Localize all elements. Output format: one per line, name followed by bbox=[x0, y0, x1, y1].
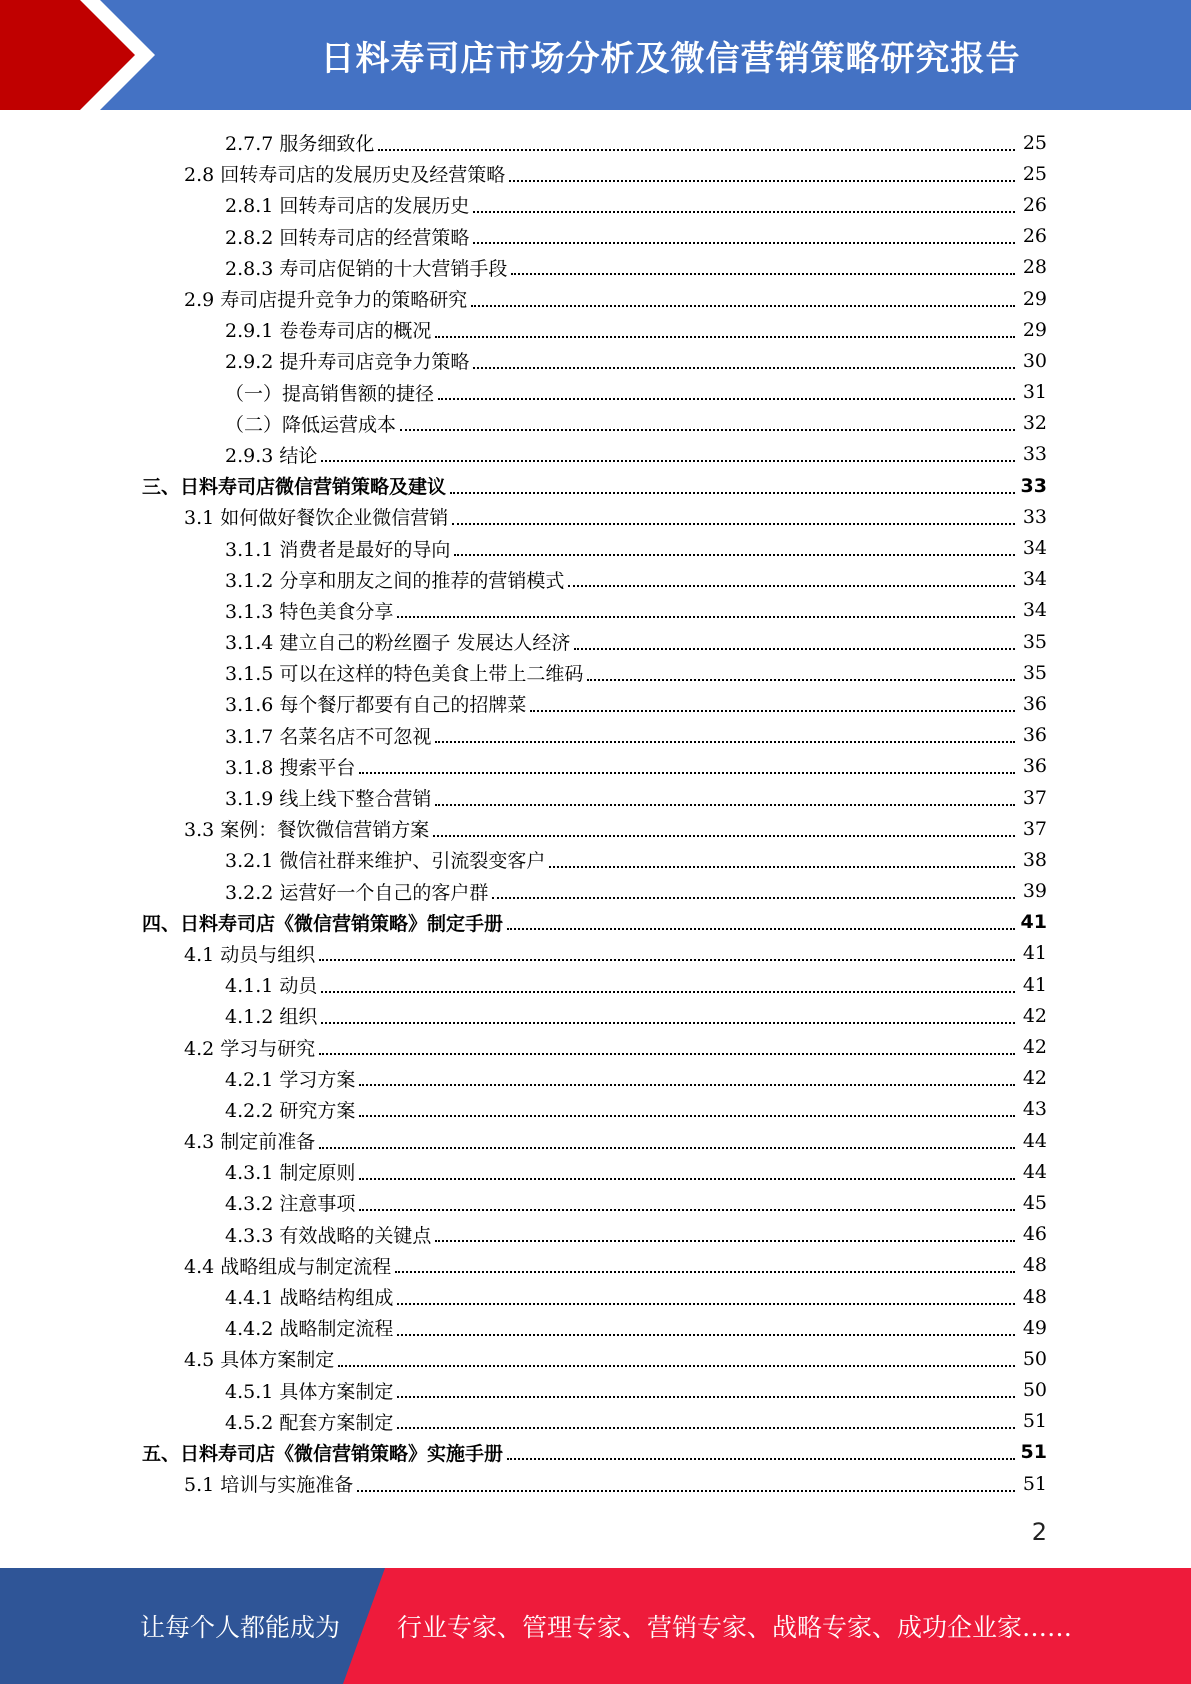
toc-entry-page: 43 bbox=[1022, 1098, 1047, 1121]
toc-dot-leader bbox=[321, 1022, 1015, 1024]
toc-entry-page: 48 bbox=[1022, 1285, 1047, 1308]
page-header bbox=[0, 0, 1191, 110]
toc-dot-leader bbox=[473, 211, 1015, 213]
toc-entry-title: 3.1.2 分享和朋友之间的推荐的营销模式 bbox=[225, 569, 565, 592]
toc-entry-title: 2.8.1 回转寿司店的发展历史 bbox=[225, 195, 470, 218]
toc-entry-title: 2.9.2 提升寿司店竞争力策略 bbox=[225, 351, 470, 374]
toc-entry-page: 34 bbox=[1022, 599, 1047, 622]
toc-entry-page: 51 bbox=[1022, 1472, 1047, 1495]
toc-dot-leader bbox=[359, 1115, 1015, 1117]
toc-entry-page: 42 bbox=[1022, 1004, 1047, 1027]
toc-entry-page: 31 bbox=[1022, 381, 1047, 404]
toc-entry-title: 4.2 学习与研究 bbox=[184, 1037, 316, 1060]
toc-entry-title: 3.3 案例：餐饮微信营销方案 bbox=[184, 819, 430, 842]
toc-entry[interactable] bbox=[0, 938, 1191, 969]
toc-entry-title: 2.8.2 回转寿司店的经营策略 bbox=[225, 226, 470, 249]
toc-entry[interactable] bbox=[0, 1156, 1191, 1187]
toc-entry-page: 25 bbox=[1022, 131, 1047, 154]
toc-entry-title: 3.1.1 消费者是最好的导向 bbox=[225, 538, 451, 561]
toc-dot-leader bbox=[378, 149, 1015, 151]
toc-entry-page: 34 bbox=[1022, 568, 1047, 591]
toc-entry-page: 37 bbox=[1022, 786, 1047, 809]
toc-entry-page: 29 bbox=[1022, 287, 1047, 310]
toc-entry-page: 28 bbox=[1022, 256, 1047, 279]
toc-entry[interactable] bbox=[0, 1437, 1191, 1468]
toc-entry-title: 4.4 战略组成与制定流程 bbox=[184, 1255, 392, 1278]
toc-entry-page: 46 bbox=[1022, 1223, 1047, 1246]
toc-entry-page: 50 bbox=[1022, 1347, 1047, 1370]
toc-entry[interactable] bbox=[0, 1125, 1191, 1156]
toc-entry-title: 2.9.3 结论 bbox=[225, 444, 318, 467]
toc-dot-leader bbox=[435, 336, 1015, 338]
page-number: 2 bbox=[1031, 1518, 1047, 1546]
toc-entry-page: 41 bbox=[1020, 911, 1047, 934]
toc-entry[interactable] bbox=[0, 470, 1191, 501]
toc-dot-leader bbox=[397, 1303, 1015, 1305]
toc-dot-leader bbox=[319, 1053, 1015, 1055]
toc-entry-page: 41 bbox=[1022, 942, 1047, 965]
toc-dot-leader bbox=[511, 273, 1015, 275]
toc-entry[interactable] bbox=[0, 1468, 1191, 1499]
toc-dot-leader bbox=[338, 1365, 1015, 1367]
toc-dot-leader bbox=[509, 180, 1015, 182]
toc-dot-leader bbox=[359, 1084, 1015, 1086]
toc-entry[interactable] bbox=[0, 595, 1191, 626]
toc-entry[interactable] bbox=[0, 1406, 1191, 1437]
toc-dot-leader bbox=[359, 1178, 1015, 1180]
toc-entry-page: 48 bbox=[1022, 1254, 1047, 1277]
toc-entry-page: 41 bbox=[1022, 973, 1047, 996]
toc-entry-title: 5.1 培训与实施准备 bbox=[184, 1474, 354, 1497]
toc-entry[interactable] bbox=[0, 688, 1191, 719]
toc-entry[interactable] bbox=[0, 657, 1191, 688]
toc-dot-leader bbox=[473, 242, 1015, 244]
toc-dot-leader bbox=[359, 772, 1015, 774]
toc-entry[interactable] bbox=[0, 408, 1191, 439]
toc-entry[interactable] bbox=[0, 1063, 1191, 1094]
toc-dot-leader bbox=[507, 1458, 1015, 1460]
toc-entry-page: 32 bbox=[1022, 412, 1047, 435]
document-title: 日料寿司店市场分析及微信营销策略研究报告 bbox=[320, 38, 1021, 79]
toc-entry[interactable] bbox=[0, 1000, 1191, 1031]
toc-entry-title: 4.4.1 战略结构组成 bbox=[225, 1287, 394, 1310]
toc-entry-page: 38 bbox=[1022, 848, 1047, 871]
toc-entry-title: 4.3 制定前准备 bbox=[184, 1131, 316, 1154]
toc-dot-leader bbox=[435, 741, 1015, 743]
toc-entry-title: 2.8 回转寿司店的发展历史及经营策略 bbox=[184, 164, 506, 187]
toc-dot-leader bbox=[435, 1240, 1015, 1242]
toc-entry[interactable] bbox=[0, 813, 1191, 844]
toc-entry[interactable] bbox=[0, 782, 1191, 813]
toc-entry-page: 44 bbox=[1022, 1160, 1047, 1183]
toc-entry-title: 3.2.1 微信社群来维护、引流裂变客户 bbox=[225, 850, 546, 873]
toc-entry-title: 2.8.3 寿司店促销的十大营销手段 bbox=[225, 257, 508, 280]
toc-entry-title: 五、日料寿司店《微信营销策略》实施手册 bbox=[142, 1442, 504, 1465]
toc-entry[interactable] bbox=[0, 1343, 1191, 1374]
toc-entry-title: 4.3.3 有效战略的关键点 bbox=[225, 1224, 432, 1247]
toc-entry-title: （二）降低运营成本 bbox=[225, 413, 397, 436]
toc-entry-page: 42 bbox=[1022, 1036, 1047, 1059]
toc-entry-page: 50 bbox=[1022, 1379, 1047, 1402]
toc-dot-leader bbox=[450, 492, 1015, 494]
toc-entry-title: 4.4.2 战略制定流程 bbox=[225, 1318, 394, 1341]
footer-slogan-right: 行业专家、管理专家、营销专家、战略专家、成功企业家…… bbox=[397, 1613, 1073, 1642]
toc-entry[interactable] bbox=[0, 907, 1191, 938]
toc-entry[interactable] bbox=[0, 1219, 1191, 1250]
toc-dot-leader bbox=[400, 429, 1015, 431]
toc-entry-title: 3.1.8 搜索平台 bbox=[225, 756, 356, 779]
toc-dot-leader bbox=[530, 710, 1015, 712]
toc-entry-page: 45 bbox=[1022, 1191, 1047, 1214]
toc-entry[interactable] bbox=[0, 1375, 1191, 1406]
table-of-contents bbox=[0, 127, 1191, 1499]
toc-entry-title: 3.1.9 线上线下整合营销 bbox=[225, 788, 432, 811]
toc-dot-leader bbox=[397, 1396, 1015, 1398]
toc-entry-title: 4.5.2 配套方案制定 bbox=[225, 1411, 394, 1434]
toc-dot-leader bbox=[357, 1490, 1015, 1492]
toc-entry-page: 26 bbox=[1022, 193, 1047, 216]
toc-entry-page: 44 bbox=[1022, 1129, 1047, 1152]
toc-entry[interactable] bbox=[0, 127, 1191, 158]
toc-entry[interactable] bbox=[0, 564, 1191, 595]
toc-entry-title: 四、日料寿司店《微信营销策略》制定手册 bbox=[142, 912, 504, 935]
toc-dot-leader bbox=[397, 616, 1015, 618]
toc-entry[interactable] bbox=[0, 377, 1191, 408]
toc-dot-leader bbox=[454, 554, 1015, 556]
toc-entry[interactable] bbox=[0, 1031, 1191, 1062]
toc-entry[interactable] bbox=[0, 876, 1191, 907]
toc-entry-page: 39 bbox=[1022, 880, 1047, 903]
toc-dot-leader bbox=[473, 367, 1015, 369]
toc-entry[interactable] bbox=[0, 1250, 1191, 1281]
toc-entry-title: 4.1 动员与组织 bbox=[184, 943, 316, 966]
toc-entry-page: 26 bbox=[1022, 225, 1047, 248]
toc-dot-leader bbox=[492, 897, 1015, 899]
toc-dot-leader bbox=[397, 1334, 1015, 1336]
toc-entry-title: 4.1.1 动员 bbox=[225, 975, 318, 998]
toc-entry[interactable] bbox=[0, 1187, 1191, 1218]
toc-entry-page: 36 bbox=[1022, 755, 1047, 778]
toc-entry[interactable] bbox=[0, 283, 1191, 314]
toc-entry-title: 3.1.4 建立自己的粉丝圈子 发展达人经济 bbox=[225, 632, 571, 655]
toc-entry-title: 3.1.3 特色美食分享 bbox=[225, 600, 394, 623]
toc-dot-leader bbox=[471, 305, 1015, 307]
toc-entry-title: 2.7.7 服务细致化 bbox=[225, 133, 375, 156]
toc-entry-title: 3.1.6 每个餐厅都要有自己的招牌菜 bbox=[225, 694, 527, 717]
toc-dot-leader bbox=[438, 398, 1015, 400]
toc-entry[interactable] bbox=[0, 221, 1191, 252]
toc-entry-title: （一）提高销售额的捷径 bbox=[225, 382, 435, 405]
toc-entry-page: 29 bbox=[1022, 318, 1047, 341]
toc-dot-leader bbox=[452, 523, 1015, 525]
toc-entry[interactable] bbox=[0, 252, 1191, 283]
toc-entry[interactable] bbox=[0, 844, 1191, 875]
toc-entry-page: 36 bbox=[1022, 724, 1047, 747]
toc-entry-title: 4.2.2 研究方案 bbox=[225, 1099, 356, 1122]
toc-entry-page: 33 bbox=[1020, 474, 1047, 497]
toc-entry[interactable] bbox=[0, 969, 1191, 1000]
toc-entry-page: 51 bbox=[1022, 1410, 1047, 1433]
toc-dot-leader bbox=[319, 959, 1015, 961]
toc-entry-page: 35 bbox=[1022, 630, 1047, 653]
toc-entry-title: 4.5 具体方案制定 bbox=[184, 1349, 335, 1372]
toc-entry[interactable] bbox=[0, 626, 1191, 657]
toc-entry-title: 3.1.7 名菜名店不可忽视 bbox=[225, 725, 432, 748]
footer-slogan-left: 让每个人都能成为 bbox=[140, 1613, 341, 1642]
toc-dot-leader bbox=[507, 928, 1015, 930]
toc-entry[interactable] bbox=[0, 189, 1191, 220]
toc-entry[interactable] bbox=[0, 345, 1191, 376]
toc-dot-leader bbox=[568, 585, 1015, 587]
toc-entry-page: 51 bbox=[1020, 1441, 1047, 1464]
toc-entry[interactable] bbox=[0, 314, 1191, 345]
toc-dot-leader bbox=[433, 835, 1015, 837]
toc-entry[interactable] bbox=[0, 751, 1191, 782]
toc-entry[interactable] bbox=[0, 501, 1191, 532]
toc-dot-leader bbox=[549, 866, 1015, 868]
toc-entry[interactable] bbox=[0, 1281, 1191, 1312]
toc-dot-leader bbox=[359, 1209, 1015, 1211]
toc-entry-title: 2.9 寿司店提升竞争力的策略研究 bbox=[184, 289, 468, 312]
toc-dot-leader bbox=[321, 991, 1015, 993]
toc-entry-title: 3.2.2 运营好一个自己的客户群 bbox=[225, 881, 489, 904]
toc-dot-leader bbox=[574, 648, 1015, 650]
toc-entry-page: 30 bbox=[1022, 349, 1047, 372]
toc-entry-title: 2.9.1 卷卷寿司店的概况 bbox=[225, 320, 432, 343]
toc-dot-leader bbox=[435, 804, 1015, 806]
toc-entry-title: 3.1.5 可以在这样的特色美食上带上二维码 bbox=[225, 663, 584, 686]
toc-dot-leader bbox=[397, 1427, 1015, 1429]
toc-entry[interactable] bbox=[0, 1312, 1191, 1343]
toc-entry-page: 25 bbox=[1022, 162, 1047, 185]
toc-dot-leader bbox=[321, 460, 1015, 462]
toc-entry-title: 4.3.2 注意事项 bbox=[225, 1193, 356, 1216]
toc-entry-title: 4.5.1 具体方案制定 bbox=[225, 1380, 394, 1403]
toc-dot-leader bbox=[395, 1271, 1015, 1273]
toc-entry-title: 三、日料寿司店微信营销策略及建议 bbox=[142, 476, 447, 499]
toc-entry-page: 37 bbox=[1022, 817, 1047, 840]
toc-entry[interactable] bbox=[0, 1094, 1191, 1125]
toc-entry[interactable] bbox=[0, 532, 1191, 563]
toc-entry-page: 33 bbox=[1022, 443, 1047, 466]
page-footer bbox=[0, 1568, 1191, 1684]
toc-dot-leader bbox=[587, 679, 1015, 681]
toc-entry-page: 36 bbox=[1022, 692, 1047, 715]
toc-entry-title: 4.2.1 学习方案 bbox=[225, 1068, 356, 1091]
toc-entry[interactable] bbox=[0, 439, 1191, 470]
toc-entry-page: 49 bbox=[1022, 1316, 1047, 1339]
toc-dot-leader bbox=[319, 1147, 1015, 1149]
toc-entry-page: 34 bbox=[1022, 537, 1047, 560]
toc-entry-page: 35 bbox=[1022, 661, 1047, 684]
toc-entry[interactable] bbox=[0, 158, 1191, 189]
toc-entry[interactable] bbox=[0, 720, 1191, 751]
toc-entry-title: 3.1 如何做好餐饮企业微信营销 bbox=[184, 507, 449, 530]
toc-entry-page: 42 bbox=[1022, 1067, 1047, 1090]
toc-entry-page: 33 bbox=[1022, 505, 1047, 528]
toc-entry-title: 4.3.1 制定原则 bbox=[225, 1162, 356, 1185]
toc-entry-title: 4.1.2 组织 bbox=[225, 1006, 318, 1029]
